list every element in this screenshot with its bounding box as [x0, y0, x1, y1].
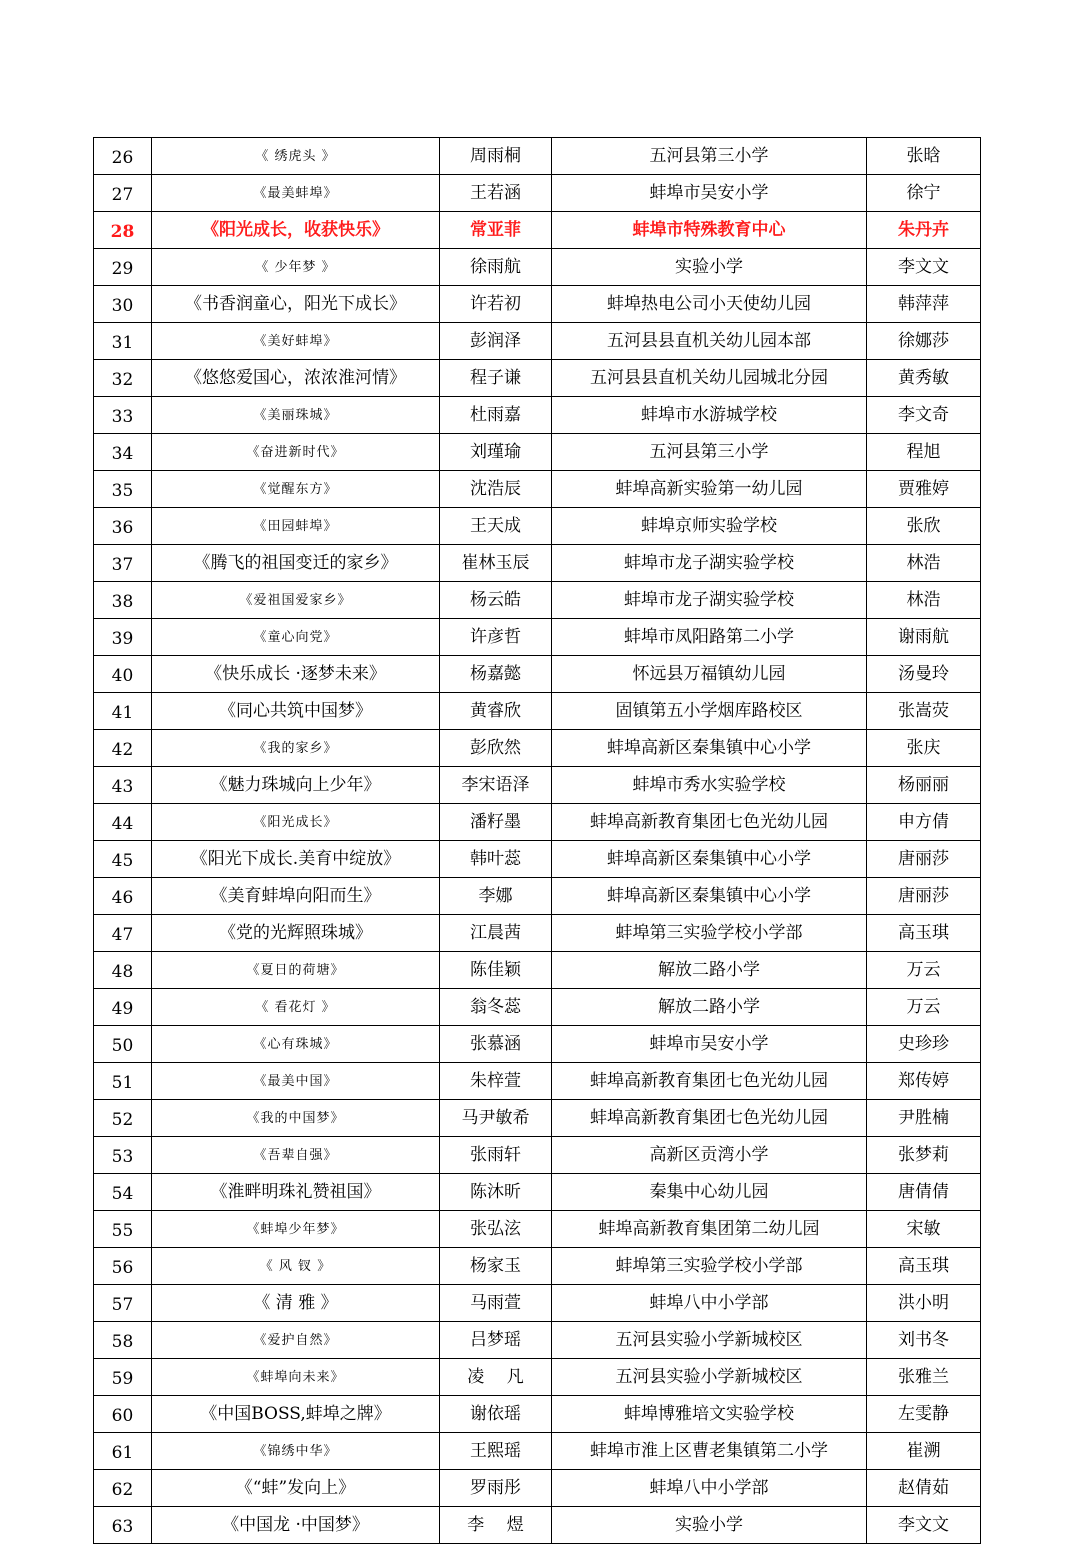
artwork-title: 《蚌埠少年梦》: [152, 1211, 440, 1248]
student-name: 李 煜: [440, 1507, 552, 1544]
artwork-title: 《吾辈自强》: [152, 1137, 440, 1174]
school-name: 蚌埠高新教育集团第二幼儿园: [552, 1211, 867, 1248]
table-row: [94, 804, 981, 841]
teacher-name: 赵倩茹: [867, 1470, 981, 1507]
table-row: [94, 1396, 981, 1433]
artwork-title: 《夏日的荷塘》: [152, 952, 440, 989]
teacher-name: 唐丽莎: [867, 841, 981, 878]
artwork-title: 《阳光下成长.美育中绽放》: [152, 841, 440, 878]
artwork-title: 《心有珠城》: [152, 1026, 440, 1063]
student-name: 许若初: [440, 286, 552, 323]
row-number: 51: [94, 1063, 152, 1100]
teacher-name: 汤曼玲: [867, 656, 981, 693]
artwork-title: 《淮畔明珠礼赞祖国》: [152, 1174, 440, 1211]
school-name: 蚌埠市龙子湖实验学校: [552, 545, 867, 582]
student-name: 潘籽墨: [440, 804, 552, 841]
school-name: 五河县实验小学新城校区: [552, 1359, 867, 1396]
table-row: [94, 1026, 981, 1063]
artwork-title: 《中国BOSS,蚌埠之牌》: [152, 1396, 440, 1433]
artwork-title: 《我的中国梦》: [152, 1100, 440, 1137]
school-name: 秦集中心幼儿园: [552, 1174, 867, 1211]
student-name: 刘瑾瑜: [440, 434, 552, 471]
teacher-name: 徐娜莎: [867, 323, 981, 360]
table-row: [94, 915, 981, 952]
student-name: 沈浩辰: [440, 471, 552, 508]
teacher-name: 张梦莉: [867, 1137, 981, 1174]
artwork-title: 《美丽珠城》: [152, 397, 440, 434]
row-number: 49: [94, 989, 152, 1026]
row-number: 59: [94, 1359, 152, 1396]
row-number: 45: [94, 841, 152, 878]
teacher-name: 贾雅婷: [867, 471, 981, 508]
school-name: 实验小学: [552, 1507, 867, 1544]
student-name: 马尹敏希: [440, 1100, 552, 1137]
row-number: 47: [94, 915, 152, 952]
school-name: 蚌埠高新教育集团七色光幼儿园: [552, 804, 867, 841]
school-name: 蚌埠市吴安小学: [552, 175, 867, 212]
artwork-title: 《童心向党》: [152, 619, 440, 656]
school-name: 五河县县直机关幼儿园城北分园: [552, 360, 867, 397]
table-row: [94, 1100, 981, 1137]
row-number: 54: [94, 1174, 152, 1211]
student-name: 黄睿欣: [440, 693, 552, 730]
row-number: 27: [94, 175, 152, 212]
artwork-title: 《书香润童心，阳光下成长》: [152, 286, 440, 323]
school-name: 蚌埠高新教育集团七色光幼儿园: [552, 1063, 867, 1100]
school-name: 解放二路小学: [552, 952, 867, 989]
school-name: 蚌埠市淮上区曹老集镇第二小学: [552, 1433, 867, 1470]
school-name: 蚌埠热电公司小天使幼儿园: [552, 286, 867, 323]
student-name: 罗雨彤: [440, 1470, 552, 1507]
row-number: 57: [94, 1285, 152, 1322]
table-row: [94, 878, 981, 915]
teacher-name: 崔溯: [867, 1433, 981, 1470]
student-name: 程子谦: [440, 360, 552, 397]
table-row: [94, 989, 981, 1026]
student-name: 江晨茜: [440, 915, 552, 952]
school-name: 蚌埠八中小学部: [552, 1470, 867, 1507]
school-name: 蚌埠高新教育集团七色光幼儿园: [552, 1100, 867, 1137]
school-name: 蚌埠高新区秦集镇中心小学: [552, 878, 867, 915]
table-row: [94, 360, 981, 397]
student-name: 吕梦瑶: [440, 1322, 552, 1359]
school-name: 五河县实验小学新城校区: [552, 1322, 867, 1359]
artwork-title: 《 看花灯 》: [152, 989, 440, 1026]
teacher-name: 韩萍萍: [867, 286, 981, 323]
row-number: 31: [94, 323, 152, 360]
row-number: 48: [94, 952, 152, 989]
row-number: 61: [94, 1433, 152, 1470]
teacher-name: 黄秀敏: [867, 360, 981, 397]
student-name: 徐雨航: [440, 249, 552, 286]
teacher-name: 李文奇: [867, 397, 981, 434]
row-number: 40: [94, 656, 152, 693]
table-body: [94, 138, 981, 1544]
row-number: 46: [94, 878, 152, 915]
artwork-title: 《同心共筑中国梦》: [152, 693, 440, 730]
school-name: 五河县县直机关幼儿园本部: [552, 323, 867, 360]
student-name: 王天成: [440, 508, 552, 545]
row-number: 60: [94, 1396, 152, 1433]
student-name: 李宋语泽: [440, 767, 552, 804]
school-name: 蚌埠高新区秦集镇中心小学: [552, 730, 867, 767]
row-number: 35: [94, 471, 152, 508]
table-row: [94, 1174, 981, 1211]
teacher-name: 洪小明: [867, 1285, 981, 1322]
school-name: 五河县第三小学: [552, 434, 867, 471]
table-row: [94, 582, 981, 619]
teacher-name: 高玉琪: [867, 915, 981, 952]
table-row: [94, 1470, 981, 1507]
school-name: 固镇第五小学烟库路校区: [552, 693, 867, 730]
row-number: 43: [94, 767, 152, 804]
artwork-title: 《 清 雅 》: [152, 1285, 440, 1322]
table-row: [94, 952, 981, 989]
table-row: [94, 841, 981, 878]
student-name: 王熙瑶: [440, 1433, 552, 1470]
table-row: [94, 656, 981, 693]
teacher-name: 刘书冬: [867, 1322, 981, 1359]
student-name: 谢依瑶: [440, 1396, 552, 1433]
school-name: 蚌埠京师实验学校: [552, 508, 867, 545]
teacher-name: 张庆: [867, 730, 981, 767]
teacher-name: 李文文: [867, 249, 981, 286]
artwork-title: 《最美中国》: [152, 1063, 440, 1100]
table-row: [94, 730, 981, 767]
school-name: 蚌埠第三实验学校小学部: [552, 915, 867, 952]
row-number: 38: [94, 582, 152, 619]
artwork-title: 《 风 钗 》: [152, 1248, 440, 1285]
teacher-name: 林浩: [867, 545, 981, 582]
row-number: 36: [94, 508, 152, 545]
teacher-name: 杨丽丽: [867, 767, 981, 804]
artwork-title: 《悠悠爱国心，浓浓淮河情》: [152, 360, 440, 397]
teacher-name: 尹胜楠: [867, 1100, 981, 1137]
table-row: [94, 397, 981, 434]
row-number: 37: [94, 545, 152, 582]
teacher-name: 宋敏: [867, 1211, 981, 1248]
student-name: 马雨萱: [440, 1285, 552, 1322]
student-name: 张雨轩: [440, 1137, 552, 1174]
artwork-title: 《“蚌”发向上》: [152, 1470, 440, 1507]
artwork-title: 《腾飞的祖国变迁的家乡》: [152, 545, 440, 582]
teacher-name: 张欣: [867, 508, 981, 545]
teacher-name: 林浩: [867, 582, 981, 619]
teacher-name: 朱丹卉: [867, 212, 981, 249]
artwork-title: 《中国龙 ·中国梦》: [152, 1507, 440, 1544]
artwork-title: 《奋进新时代》: [152, 434, 440, 471]
teacher-name: 唐丽莎: [867, 878, 981, 915]
table-row: [94, 286, 981, 323]
teacher-name: 左雯静: [867, 1396, 981, 1433]
artwork-title: 《蚌埠向未来》: [152, 1359, 440, 1396]
student-name: 彭欣然: [440, 730, 552, 767]
school-name: 实验小学: [552, 249, 867, 286]
teacher-name: 申方倩: [867, 804, 981, 841]
row-number: 52: [94, 1100, 152, 1137]
school-name: 蚌埠第三实验学校小学部: [552, 1248, 867, 1285]
student-name: 韩叶蕊: [440, 841, 552, 878]
table-row: [94, 1137, 981, 1174]
teacher-name: 史珍珍: [867, 1026, 981, 1063]
teacher-name: 万云: [867, 952, 981, 989]
row-number: 32: [94, 360, 152, 397]
row-number: 34: [94, 434, 152, 471]
student-name: 张弘泫: [440, 1211, 552, 1248]
student-name: 杨云皓: [440, 582, 552, 619]
table-row: [94, 1211, 981, 1248]
artwork-title: 《我的家乡》: [152, 730, 440, 767]
artwork-title: 《党的光辉照珠城》: [152, 915, 440, 952]
artwork-title: 《 少年梦 》: [152, 249, 440, 286]
row-number: 53: [94, 1137, 152, 1174]
school-name: 蚌埠市特殊教育中心: [552, 212, 867, 249]
table-row: [94, 434, 981, 471]
artwork-title: 《阳光成长》: [152, 804, 440, 841]
school-name: 蚌埠高新实验第一幼儿园: [552, 471, 867, 508]
teacher-name: 程旭: [867, 434, 981, 471]
table-row: [94, 323, 981, 360]
student-name: 周雨桐: [440, 138, 552, 175]
table-row: [94, 1507, 981, 1544]
school-name: 蚌埠市龙子湖实验学校: [552, 582, 867, 619]
student-name: 张慕涵: [440, 1026, 552, 1063]
school-name: 蚌埠市水游城学校: [552, 397, 867, 434]
student-name: 彭润泽: [440, 323, 552, 360]
table-row: [94, 1248, 981, 1285]
artwork-title: 《觉醒东方》: [152, 471, 440, 508]
row-number: 58: [94, 1322, 152, 1359]
school-name: 怀远县万福镇幼儿园: [552, 656, 867, 693]
student-name: 杨家玉: [440, 1248, 552, 1285]
school-name: 蚌埠市秀水实验学校: [552, 767, 867, 804]
table-row: [94, 1063, 981, 1100]
table-row: [94, 767, 981, 804]
student-name: 陈佳颖: [440, 952, 552, 989]
teacher-name: 张晗: [867, 138, 981, 175]
row-number: 26: [94, 138, 152, 175]
teacher-name: 高玉琪: [867, 1248, 981, 1285]
artwork-title: 《田园蚌埠》: [152, 508, 440, 545]
award-list-table: [93, 137, 981, 1544]
student-name: 杜雨嘉: [440, 397, 552, 434]
row-number: 63: [94, 1507, 152, 1544]
table-row: [94, 471, 981, 508]
table-row: [94, 249, 981, 286]
table-row: [94, 1285, 981, 1322]
row-number: 39: [94, 619, 152, 656]
row-number: 29: [94, 249, 152, 286]
row-number: 30: [94, 286, 152, 323]
student-name: 王若涵: [440, 175, 552, 212]
artwork-title: 《爱护自然》: [152, 1322, 440, 1359]
table-row: [94, 1322, 981, 1359]
artwork-title: 《 绣虎头 》: [152, 138, 440, 175]
table-row: [94, 508, 981, 545]
school-name: 蚌埠市吴安小学: [552, 1026, 867, 1063]
student-name: 常亚菲: [440, 212, 552, 249]
artwork-title: 《锦绣中华》: [152, 1433, 440, 1470]
table-row: [94, 212, 981, 249]
student-name: 翁冬蕊: [440, 989, 552, 1026]
table-row: [94, 693, 981, 730]
row-number: 33: [94, 397, 152, 434]
teacher-name: 万云: [867, 989, 981, 1026]
table-row: [94, 138, 981, 175]
row-number: 42: [94, 730, 152, 767]
row-number: 41: [94, 693, 152, 730]
table-row: [94, 1359, 981, 1396]
artwork-title: 《阳光成长，收获快乐》: [152, 212, 440, 249]
school-name: 高新区贡湾小学: [552, 1137, 867, 1174]
row-number: 50: [94, 1026, 152, 1063]
table-row: [94, 545, 981, 582]
teacher-name: 唐倩倩: [867, 1174, 981, 1211]
teacher-name: 张嵩荧: [867, 693, 981, 730]
school-name: 蚌埠高新区秦集镇中心小学: [552, 841, 867, 878]
artwork-title: 《最美蚌埠》: [152, 175, 440, 212]
table-row: [94, 619, 981, 656]
row-number: 62: [94, 1470, 152, 1507]
school-name: 蚌埠市凤阳路第二小学: [552, 619, 867, 656]
teacher-name: 郑传婷: [867, 1063, 981, 1100]
teacher-name: 谢雨航: [867, 619, 981, 656]
student-name: 朱梓萱: [440, 1063, 552, 1100]
artwork-title: 《魅力珠城向上少年》: [152, 767, 440, 804]
student-name: 李娜: [440, 878, 552, 915]
student-name: 崔林玉辰: [440, 545, 552, 582]
school-name: 五河县第三小学: [552, 138, 867, 175]
artwork-title: 《爱祖国爱家乡》: [152, 582, 440, 619]
table-row: [94, 175, 981, 212]
student-name: 凌 凡: [440, 1359, 552, 1396]
artwork-title: 《美育蚌埠向阳而生》: [152, 878, 440, 915]
row-number: 44: [94, 804, 152, 841]
school-name: 蚌埠八中小学部: [552, 1285, 867, 1322]
teacher-name: 张雅兰: [867, 1359, 981, 1396]
artwork-title: 《美好蚌埠》: [152, 323, 440, 360]
school-name: 蚌埠博雅培文实验学校: [552, 1396, 867, 1433]
school-name: 解放二路小学: [552, 989, 867, 1026]
row-number: 28: [94, 212, 152, 249]
student-name: 杨嘉懿: [440, 656, 552, 693]
artwork-title: 《快乐成长 ·逐梦未来》: [152, 656, 440, 693]
teacher-name: 徐宁: [867, 175, 981, 212]
row-number: 56: [94, 1248, 152, 1285]
student-name: 许彦哲: [440, 619, 552, 656]
row-number: 55: [94, 1211, 152, 1248]
teacher-name: 李文文: [867, 1507, 981, 1544]
student-name: 陈沐昕: [440, 1174, 552, 1211]
table-row: [94, 1433, 981, 1470]
